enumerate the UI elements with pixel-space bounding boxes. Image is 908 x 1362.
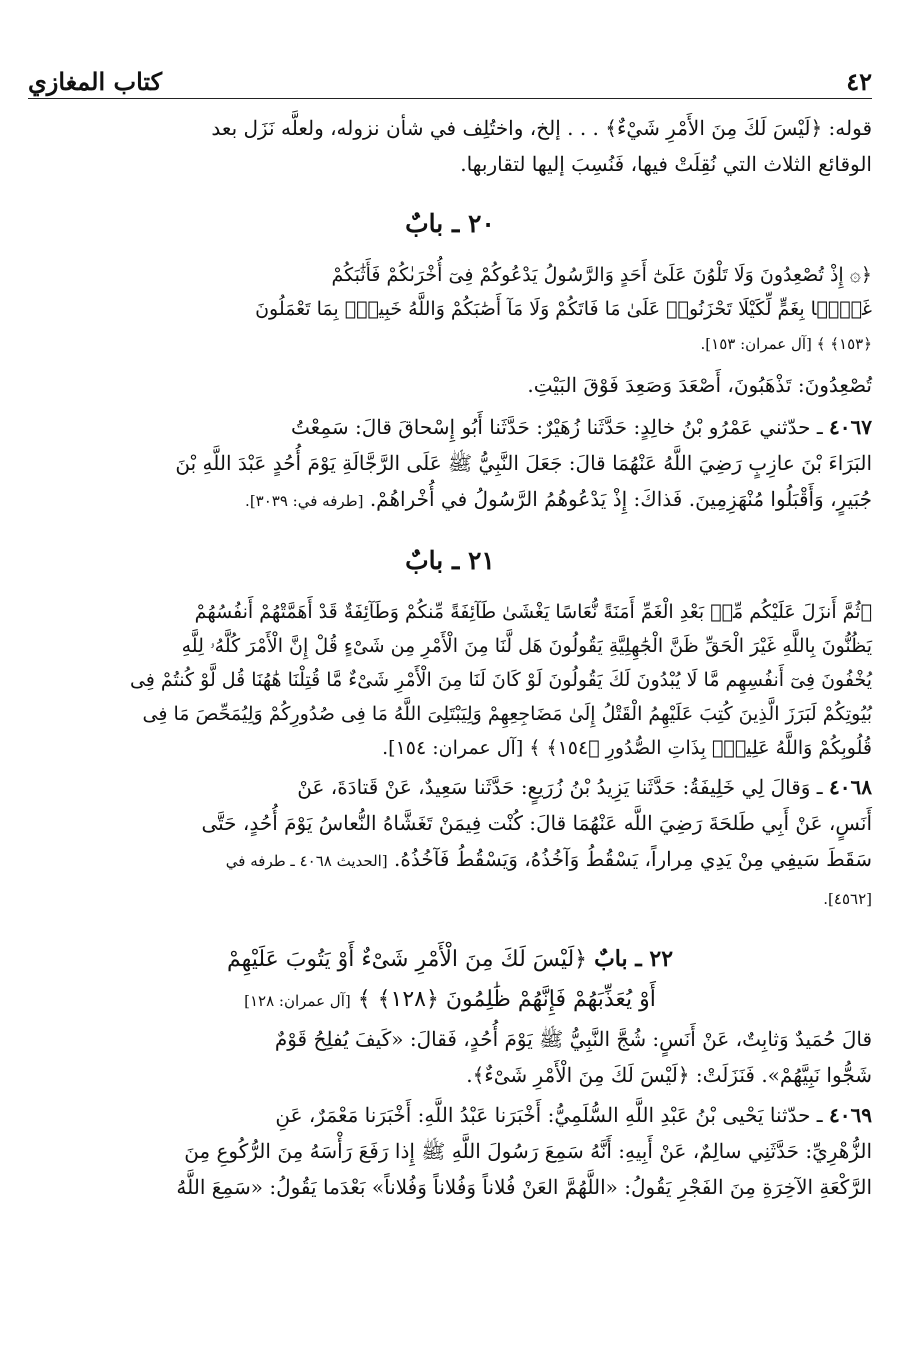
verse-line: غَمًّۢا بِغَمٍّ لِّكَيْلَا تَحْزَنُوا۟ عَلَىٰ مَا فَاتَكُمْ وَلَا مَآ أَصَٰبَكُمْ وَاللَّهُ خَبِيرٌۢ بِمَا تَعْمَلُونَ [255, 298, 872, 320]
intro-line: قوله: ﴿لَيْسَ لَكَ مِنَ الأَمْرِ شَيْءٌ﴾ . . . إلخ، واختُلِف في شأن نزوله، ولعلَّه نَزَل بعد [211, 116, 872, 140]
text-line: قالَ حُمَيدٌ وَثابِتٌ، عَنْ أَنَسٍ: شُجَّ النَّبِيُّ ﷺ يَوْمَ أُحُدٍ، فَقالَ: «كَيفَ يُفلِحُ قَوْمٌ [274, 1027, 872, 1051]
book-title: كتاب المغازي [28, 67, 163, 96]
hadith-line [28, 879, 872, 917]
cross-reference: [٤٥٦٢]. [823, 890, 872, 908]
chapter-heading-21: ٢١ ـ بابٌ [405, 546, 495, 575]
chapter-heading-line: ٢٢ ـ بابٌ ﴿لَيْسَ لَكَ مِنَ الْأَمْرِ شَىْءٌ أَوْ يَتُوبَ عَلَيْهِمْ [226, 946, 674, 972]
hadith-4068 [28, 769, 872, 917]
page-number: ٤٢ [846, 67, 872, 96]
hadith-number: ٤٠٦٩ [829, 1103, 872, 1127]
hadith-number: ٤٠٦٧ [829, 415, 872, 439]
chapter-label: ٢٢ ـ بابٌ [594, 946, 674, 972]
gloss-line: تُصْعِدُونَ: تَذْهَبُونَ، أَصْعَدَ وَصَعِدَ فَوْقَ البَيْتِ. [527, 373, 872, 397]
mu-allaq-text [28, 1021, 872, 1093]
hadith-line: ٤٠٦٩ ـ حدّثنا يَحْيى بْنُ عَبْدِ اللَّهِ السُّلَمِيُّ: أَخْبَرَنا عَبْدُ اللَّهِ: أَخْبَرَنا مَعْمَرٌ، عَنِ [275, 1103, 872, 1127]
header-divider [28, 98, 872, 99]
verse-line: بُيُوتِكُمْ لَبَرَزَ الَّذِينَ كُتِبَ عَلَيْهِمُ الْقَتْلُ إِلَىٰ مَضَاجِعِهِمْ وَلِيَبْتَلِىَ اللَّهُ مَا فِى صُدُورِكُمْ وَلِيُمَحِّصَ مَا فِى [142, 703, 872, 725]
hadith-line: سَقَطَ سَيفِي مِنْ يَدِي مِراراً، يَسْقُطُ وَآخُذُهُ، وَيَسْقُطُ فَآخُذُهُ. [الحديث ٤٠٦٨ ـ طرفه في [225, 847, 872, 871]
page-content [28, 110, 872, 1205]
verse-line: ﴿۞ إِذْ تُصْعِدُونَ وَلَا تَلْوُنَ عَلَىٰٓ أَحَدٍ وَالرَّسُولُ يَدْعُوكُمْ فِىٓ أُخْرَىٰكُمْ فَأَثَٰبَكُمْ [331, 264, 872, 286]
cross-reference: [الحديث ٤٠٦٨ ـ طرفه في [225, 852, 388, 870]
verse-line: يُخْفُونَ فِىٓ أَنفُسِهِم مَّا لَا يُبْدُونَ لَكَ يَقُولُونَ لَوْ كَانَ لَنَا مِنَ الْأَمْرِ شَىْءٌ مَّا قُتِلْنَا هَٰهُنَا قُل لَّوْ كُنتُمْ فِى [129, 669, 872, 691]
text-line: شَجُّوا نَبِيَّهُمْ». فَنَزَلَتْ: ﴿لَيْسَ لَكَ مِنَ الْأَمْرِ شَىْءٌ﴾. [466, 1063, 872, 1087]
verse-reference: [آل عمران: ١٢٨] [244, 992, 351, 1010]
chapter-heading-20: ٢٠ ـ بابٌ [405, 209, 495, 238]
hadith-line: ٤٠٦٧ ـ حدّثني عَمْرُو بْنُ خالِدٍ: حَدَّثَنا زُهَيْرٌ: حَدَّثَنا أَبُو إِسْحاقَ قالَ: سَمِعْتُ [291, 415, 872, 439]
hadith-line: الرَّكْعَةِ الآخِرَةِ مِنَ الفَجْرِ يَقُولُ: «اللَّهُمَّ العَنْ فُلاناً وَفُلاناً وَفُلاناً» بَعْدَما يَقُولُ: «سَمِعَ اللَّهُ [176, 1175, 872, 1199]
chapter-heading-line: أَوْ يُعَذِّبَهُمْ فَإِنَّهُمْ ظَٰلِمُونَ ﴿١٢٨﴾ ﴾ [آل عمران: ١٢٨] [244, 987, 656, 1012]
hadith-line: البَرَاءَ بْنَ عازِبٍ رَضِيَ اللَّهُ عَنْهُمَا قالَ: جَعَلَ النَّبِيُّ ﷺ عَلَى الرَّجَّالَةِ يَوْمَ أُحُدٍ عَبْدَ اللَّهِ بْنَ [175, 451, 872, 475]
verse-line: يَظُنُّونَ بِاللَّهِ غَيْرَ الْحَقِّ ظَنَّ الْجَٰهِلِيَّةِ يَقُولُونَ هَل لَّنَا مِنَ الْأَمْرِ مِن شَىْءٍ قُلْ إِنَّ الْأَمْرَ كُلَّهُۥ لِلَّهِ [181, 635, 872, 657]
running-header [28, 56, 872, 96]
hadith-4069 [28, 1097, 872, 1205]
book-page [28, 0, 872, 1362]
chapter-heading-22 [28, 939, 872, 1021]
cross-reference: [طرفه في: ٣٠٣٩]. [245, 492, 364, 510]
hadith-line: أَنَسٍ، عَنْ أَبِي طَلحَةَ رَضِيَ اللَّه عَنْهُمَا قالَ: كُنْت فِيمَنْ تَغَشَّاهُ النُّعاسُ يَوْمَ أُحُدٍ، حَتَّى [201, 811, 872, 835]
hadith-4067 [28, 409, 872, 519]
verse-reference: ﴿١٥٣﴾ ﴾ [آل عمران: ١٥٣]. [700, 335, 872, 353]
hadith-number: ٤٠٦٨ [829, 775, 872, 799]
verse-line [28, 326, 872, 361]
verse-line: ﴿ثُمَّ أَنزَلَ عَلَيْكُم مِّنۢ بَعْدِ الْغَمِّ أَمَنَةً نُّعَاسًا يَغْشَىٰ طَآئِفَةً مِّنكُمْ وَطَآئِفَةٌ قَدْ أَهَمَّتْهُمْ أَنفُسُهُمْ [194, 601, 872, 623]
quran-verse-block [28, 258, 872, 361]
intro-commentary [28, 110, 872, 182]
quran-verse-block [28, 595, 872, 765]
hadith-line: الزُّهْرِيِّ: حَدَّثَنِي سالِمٌ، عَنْ أَبِيهِ: أَنَّهُ سَمِعَ رَسُولَ اللَّهِ ﷺ إِذا رَفَعَ رَأْسَهُ مِنَ الرُّكُوعِ مِنَ [184, 1139, 872, 1163]
gloss-paragraph [28, 367, 872, 403]
hadith-line: ٤٠٦٨ ـ وَقالَ لِي خَلِيفَةُ: حَدَّثَنا يَزِيدُ بْنُ زُرَيعٍ: حَدَّثَنا سَعِيدٌ، عَنْ قَتادَةَ، عَنْ [297, 775, 872, 799]
intro-line: الوقائع الثلاث التي نُقِلَتْ فيها، فَنُسِبَ إليها لتقاربها. [460, 152, 872, 176]
verse-line: قُلُوبِكُمْ وَاللَّهُ عَلِيمٌۢ بِذَاتِ الصُّدُورِ ﴿١٥٤﴾ ﴾ [آل عمران: ١٥٤]. [382, 737, 872, 759]
hadith-line: جُبَيرٍ، وَأَقْبَلُوا مُنْهَزِمِينَ. فَذاكَ: إِذْ يَدْعُوهُمُ الرَّسُولُ في أُخْراهُمْ. [طرفه في: ٣٠٣٩]. [245, 487, 872, 511]
